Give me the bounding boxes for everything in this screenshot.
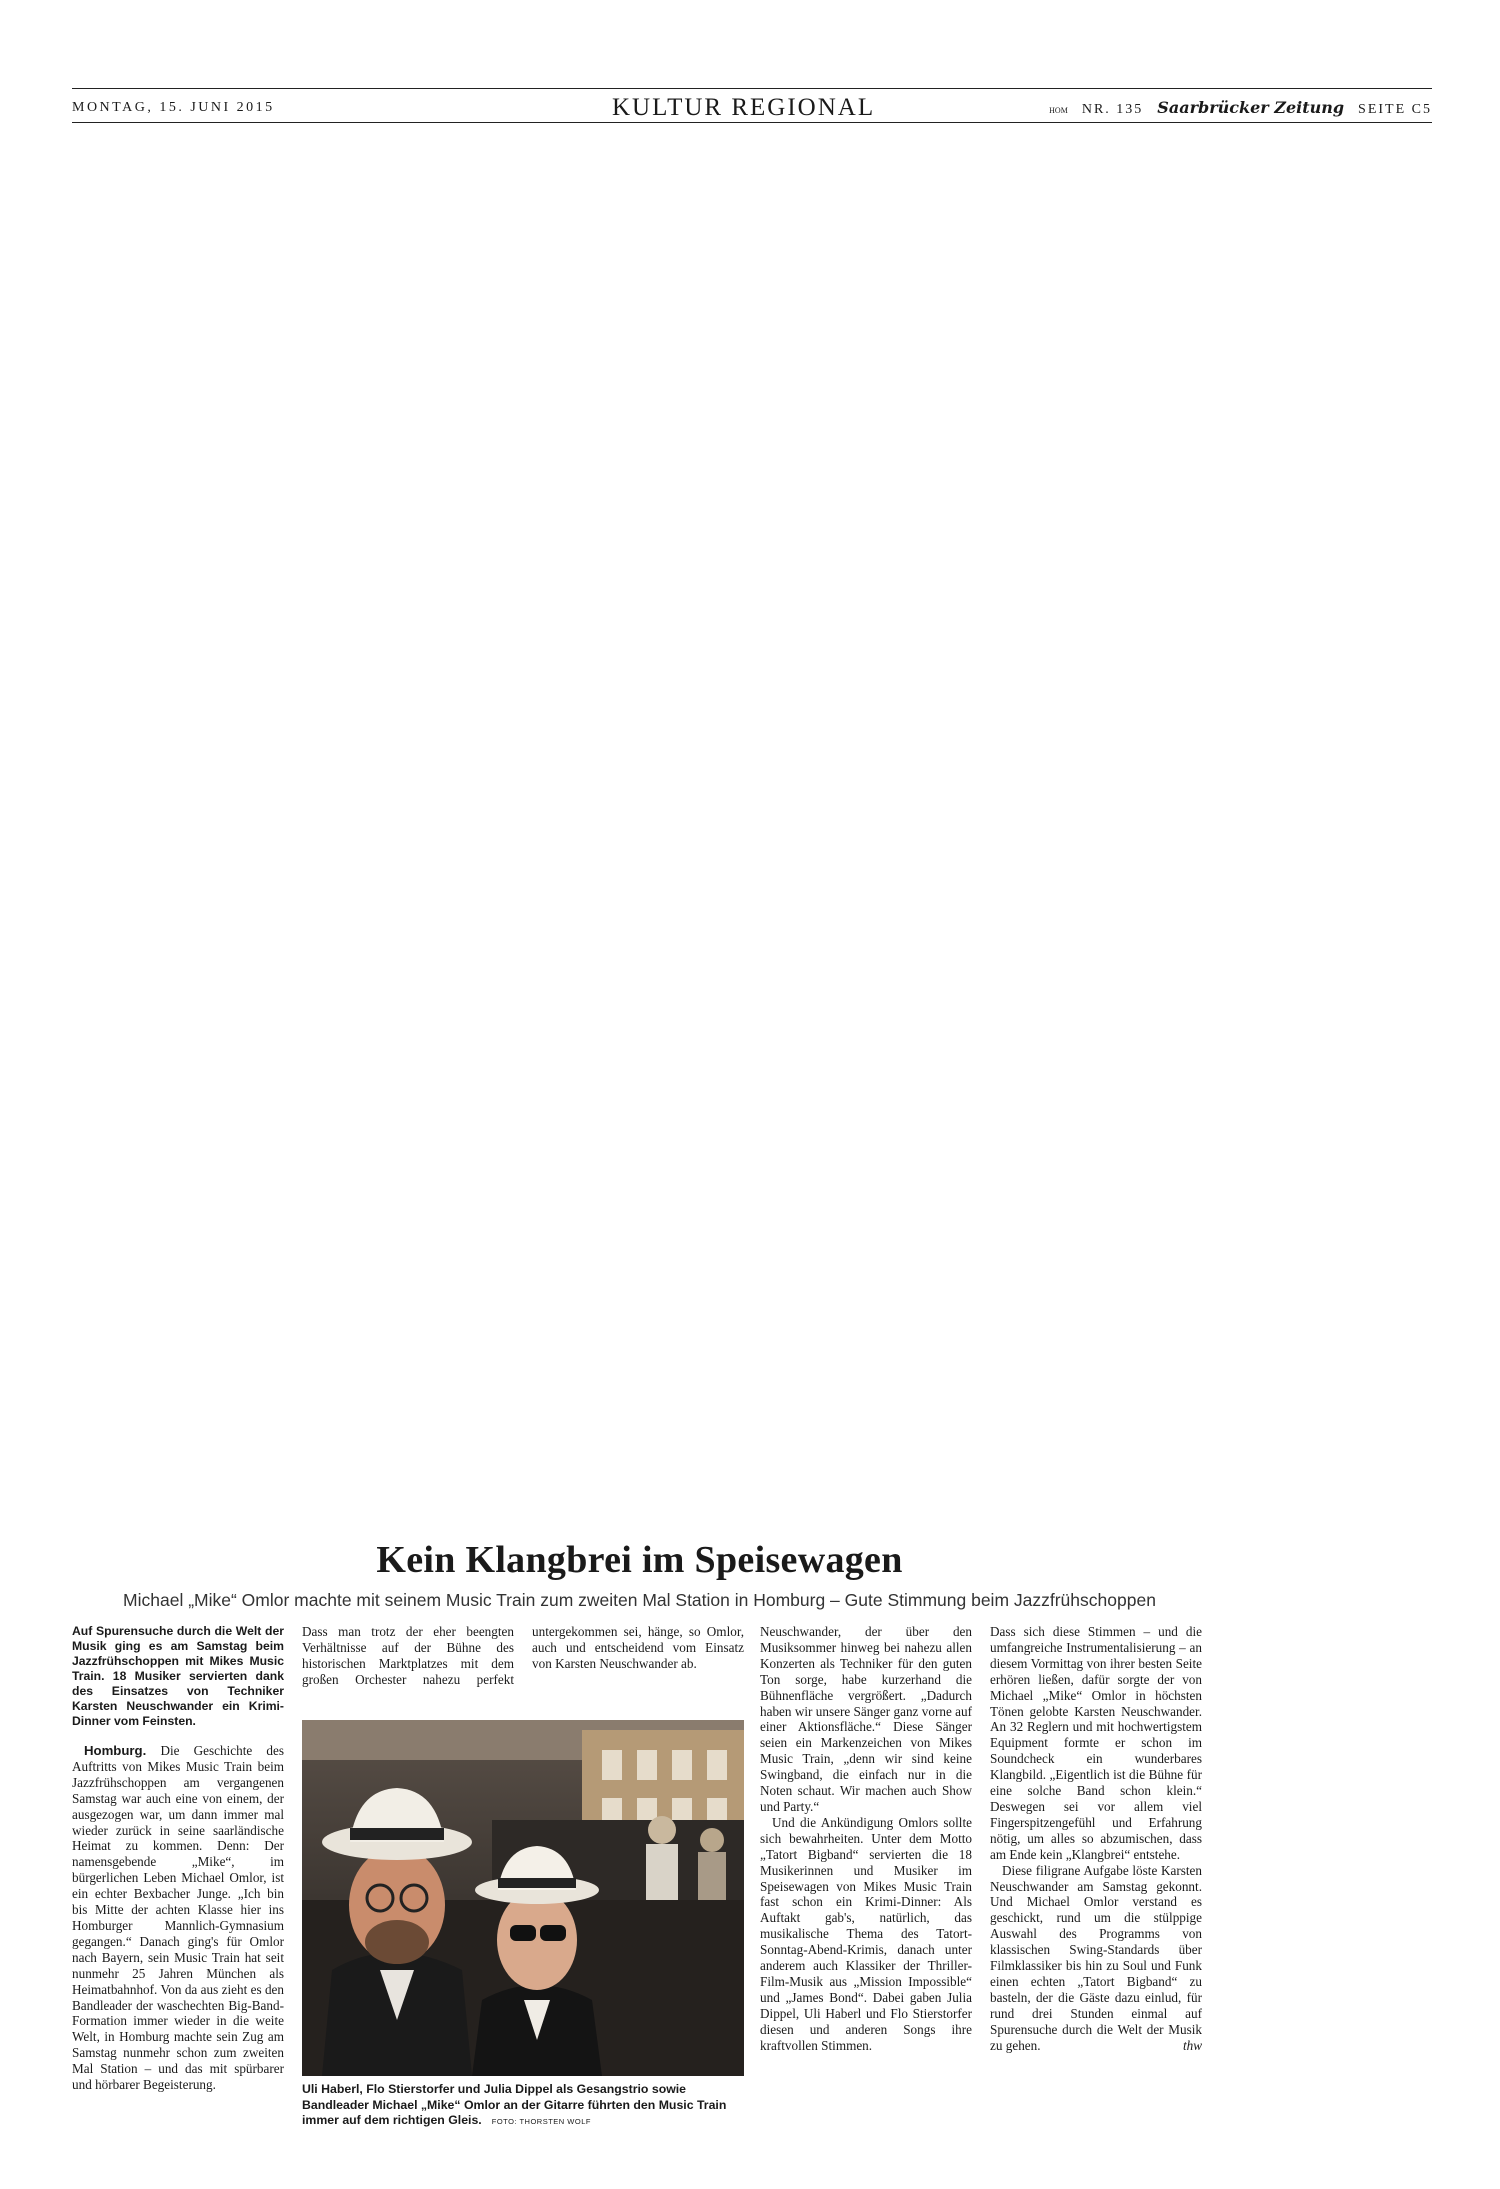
article-lead: Auf Spurensuche durch die Welt der Musik ging es am Samstag beim Jazzfrühschoppen mit Mikes Music Train. 18 Musiker servierten dank des Einsatzes von Techniker Karsten Neuschwander ein Krimi-Dinner vom Feinsten. bbox=[72, 1624, 284, 1728]
newspaper-logo: Saarbrücker Zeitung bbox=[1157, 98, 1345, 117]
issue-date: MONTAG, 15. JUNI 2015 bbox=[72, 100, 275, 115]
photo-credit: FOTO: THORSTEN WOLF bbox=[491, 2117, 591, 2127]
article-column-2-3 bbox=[302, 1624, 744, 1688]
photo-caption-text: Uli Haberl, Flo Stierstorfer und Julia Dippel als Gesangstrio sowie Bandleader Michael „Mike“ Omlor an der Gitarre führten den Music Train immer auf dem richtigen Gleis. bbox=[302, 2082, 727, 2128]
article-column-5 bbox=[990, 1624, 1202, 2053]
article-paragraph: Neuschwander, der über den Musiksommer hinweg bei nahezu allen Konzerten als Techniker für den guten Ton sorge, habe kurzerhand die Bühnenfläche vergrößert. „Dadurch haben wir unsere Sänger ganz vorne auf einer Aktionsfläche.“ Diese Sänger seien ein Markenzeichen von Mikes Music Train, „denn wir sind keine Swingband, die einfach nur in die Noten schaut. Wir machen auch Show und Party.“ bbox=[760, 1624, 972, 1814]
article-paragraph: Dass sich diese Stimmen – und die umfangreiche Instrumentalisierung – an diesem Vormittag von ihrer besten Seite erhören ließen, dafür sorgte der von Michael „Mike“ Omlor in höchsten Tönen gelobte Karsten Neuschwander. An 32 Reglern und mit hochwertigstem Equipment formte er schon im Soundcheck ein wunderbares Klangbild. „Eigentlich ist die Bühne für eine solche Band schon klein.“ Deswegen sei vor allem viel Fingerspitzengefühl und Erfahrung nötig, um alles so abzumischen, dass am Ende kein „Klangbrei“ entstehe. bbox=[990, 1624, 1202, 1862]
article-column-4 bbox=[760, 1624, 972, 2053]
article-paragraph bbox=[990, 1863, 1202, 2054]
article-headline: Kein Klangbrei im Speisewagen bbox=[376, 1539, 903, 1581]
article-column-1 bbox=[72, 1624, 284, 2093]
article-paragraph: Dass man trotz der eher beengten Verhältnisse auf der Bühne des historischen Marktplatzes mit dem großen Orchester nahezu perfekt untergekommen sei, hänge, so Omlor, auch und entscheidend vom Einsatz von Karsten Neuschwander ab. bbox=[302, 1624, 744, 1687]
band-photo-image bbox=[302, 1720, 744, 2076]
dateline-location: Homburg. bbox=[84, 1743, 147, 1758]
edition-code: HOM bbox=[1049, 106, 1068, 115]
article-text: Die Geschichte des Auftritts von Mikes Music Train beim Jazzfrühschoppen am vergangenen Samstag war auch eine von einem, der ausgezogen war, um dann immer mal wieder zurück in seine saarländische Heimat zu kommen. Denn: Der namensgebende „Mike“, im bürgerlichen Leben Michael Omlor, ist ein echter Bexbacher Junge. „Ich bin bis Mitte der achten Klasse hier ins Homburger Mannlich-Gymnasium gegangen.“ Danach ging's für Omlor nach Bayern, sein Music Train hat seit nunmehr 25 Jahren München als Heimatbahnhof. Von da aus zieht es den Bandleader der waschechten Big-Band-Formation immer wieder in die weite Welt, in Homburg machte sein Zug am Samstag nunmehr schon zum zweiten Mal Station – und das mit spürbarer und hörbarer Begeisterung. bbox=[72, 1743, 284, 2093]
header-rule-bottom bbox=[72, 122, 1432, 123]
page-header bbox=[72, 88, 1432, 126]
photo-caption bbox=[302, 2082, 744, 2130]
section-title: KULTUR REGIONAL bbox=[612, 94, 876, 121]
issue-number: NR. 135 bbox=[1081, 102, 1144, 117]
header-rule-top bbox=[72, 88, 1432, 89]
author-signature: thw bbox=[1182, 2037, 1202, 2053]
article-subheadline: Michael „Mike“ Omlor machte mit seinem Music Train zum zweiten Mal Station in Homburg – Gute Stimmung beim Jazzfrühschoppen bbox=[123, 1590, 1156, 1610]
page-number: SEITE C5 bbox=[1358, 102, 1432, 117]
article-photo bbox=[302, 1720, 744, 2076]
article-text: Diese filigrane Aufgabe löste Karsten Neuschwander am Samstag gekonnt. Und Michael Omlor verstand es geschickt, rund um die stülppige Auswahl des Programms von klassischen Swing-Standards über Filmklassiker bis hin zu Soul und Funk einen echten „Tatort Bigband“ zu basteln, der die Gäste dazu einlud, für rund drei Stunden einmal auf Spurensuche durch die Welt der Musik zu gehen. bbox=[990, 1862, 1202, 2053]
article-paragraph: Und die Ankündigung Omlors sollte sich bewahrheiten. Unter dem Motto „Tatort Bigband“ servierten die 18 Musikerinnen und Musiker im Speisewagen von Mikes Music Train fast schon ein Krimi-Dinner: Als Auftakt gab's, natürlich, das musikalische Thema des Tatort-Sonntag-Abend-Krimis, danach unter anderem auch Klassiker der Thriller-Film-Musik aus „Mission Impossible“ und „James Bond“. Dabei gaben Julia Dippel, Uli Haberl und Flo Stierstorfer diesen und anderen Songs ihre kraftvollen Stimmen. bbox=[760, 1814, 972, 2053]
header-meta bbox=[1049, 98, 1432, 118]
article-paragraph bbox=[72, 1743, 284, 2093]
